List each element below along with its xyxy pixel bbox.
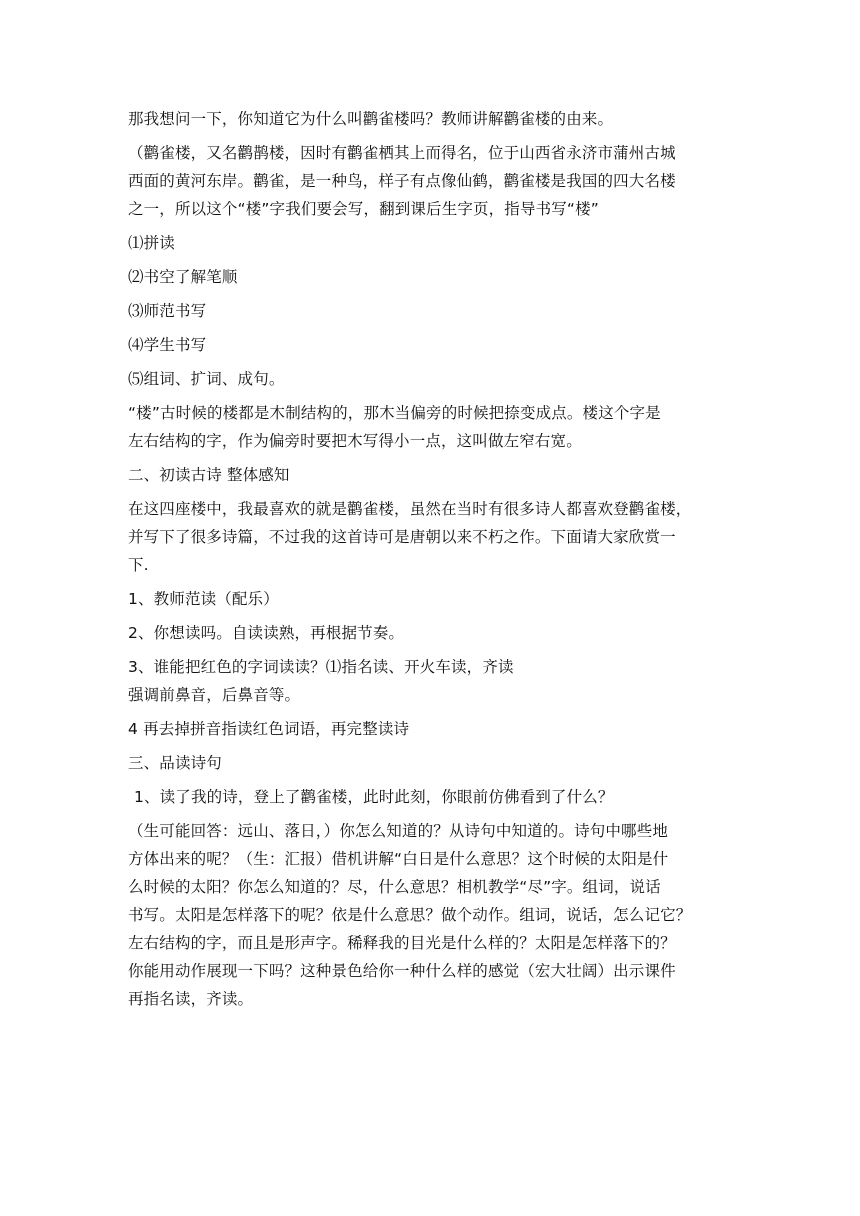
paragraph-line: 方体出来的呢？（生：汇报）借机讲解“白日是什么意思？这个时候的太阳是什	[128, 850, 669, 868]
list-item: ⑶师范书写	[128, 302, 207, 320]
paragraph-line: 么时候的太阳？你怎么知道的？尽，什么意思？相机教学“尽”字。组词，说话	[128, 878, 661, 896]
paragraph-line: 并写下了很多诗篇，不过我的这首诗可是唐朝以来不朽之作。下面请大家欣赏一	[128, 528, 676, 546]
paragraph-line: 强调前鼻音，后鼻音等。	[128, 686, 301, 704]
paragraph-line: （生可能回答：远山、落日，）你怎么知道的？从诗句中知道的。诗句中哪些地	[128, 822, 669, 840]
paragraph-line: 你能用动作展现一下吗？这种景色给你一种什么样的感觉（宏大壮阔）出示课件	[128, 962, 676, 980]
paragraph-line: “楼”古时候的楼都是木制结构的，那木当偏旁的时候把捺变成点。楼这个字是	[128, 404, 661, 422]
list-item: 1、读了我的诗，登上了鹳雀楼，此时此刻，你眼前仿佛看到了什么？	[134, 788, 614, 806]
document-body	[128, 105, 732, 1013]
paragraph-line: 在这四座楼中，我最喜欢的就是鹳雀楼，虽然在当时有很多诗人都喜欢登鹳雀楼，	[128, 500, 692, 518]
paragraph-line: 西面的黄河东岸。鹳雀，是一种鸟，样子有点像仙鹤，鹳雀楼是我国的四大名楼	[128, 172, 676, 190]
paragraph-line: （鹳雀楼，又名鹳鹊楼，因时有鹳雀栖其上而得名，位于山西省永济市蒲州古城	[128, 144, 676, 162]
list-item: ⑵书空了解笔顺	[128, 268, 238, 286]
section-heading: 二、初读古诗 整体感知	[128, 466, 290, 484]
paragraph-line: 那我想问一下，你知道它为什么叫鹳雀楼吗？教师讲解鹳雀楼的由来。	[128, 110, 614, 128]
paragraph-line: 书写。太阳是怎样落下的呢？依是什么意思？做个动作。组词，说话，怎么记它？	[128, 906, 692, 924]
list-item: 3、谁能把红色的字词读读？⑴指名读、开火车读，齐读	[128, 658, 514, 676]
list-item: 2、你想读吗。自读读熟，再根据节奏。	[128, 624, 405, 642]
paragraph-line: 左右结构的字，作为偏旁时要把木写得小一点，这叫做左窄右宽。	[128, 432, 582, 450]
paragraph-line: 再指名读，齐读。	[128, 990, 254, 1008]
paragraph-line: 之一，所以这个“楼”字我们要会写，翻到课后生字页，指导书写“楼”	[128, 200, 599, 218]
list-item: ⑸组词、扩词、成句。	[128, 370, 285, 388]
list-item: ⑷学生书写	[128, 336, 207, 354]
paragraph-line: 下.	[128, 556, 149, 574]
list-item: 4 再去掉拼音指读红色词语，再完整读诗	[128, 720, 410, 738]
section-heading: 三、品读诗句	[128, 754, 222, 772]
list-item: ⑴拼读	[128, 234, 175, 252]
paragraph-line: 左右结构的字，而且是形声字。稀释我的目光是什么样的？太阳是怎样落下的？	[128, 934, 676, 952]
list-item: 1、教师范读（配乐）	[128, 590, 279, 608]
